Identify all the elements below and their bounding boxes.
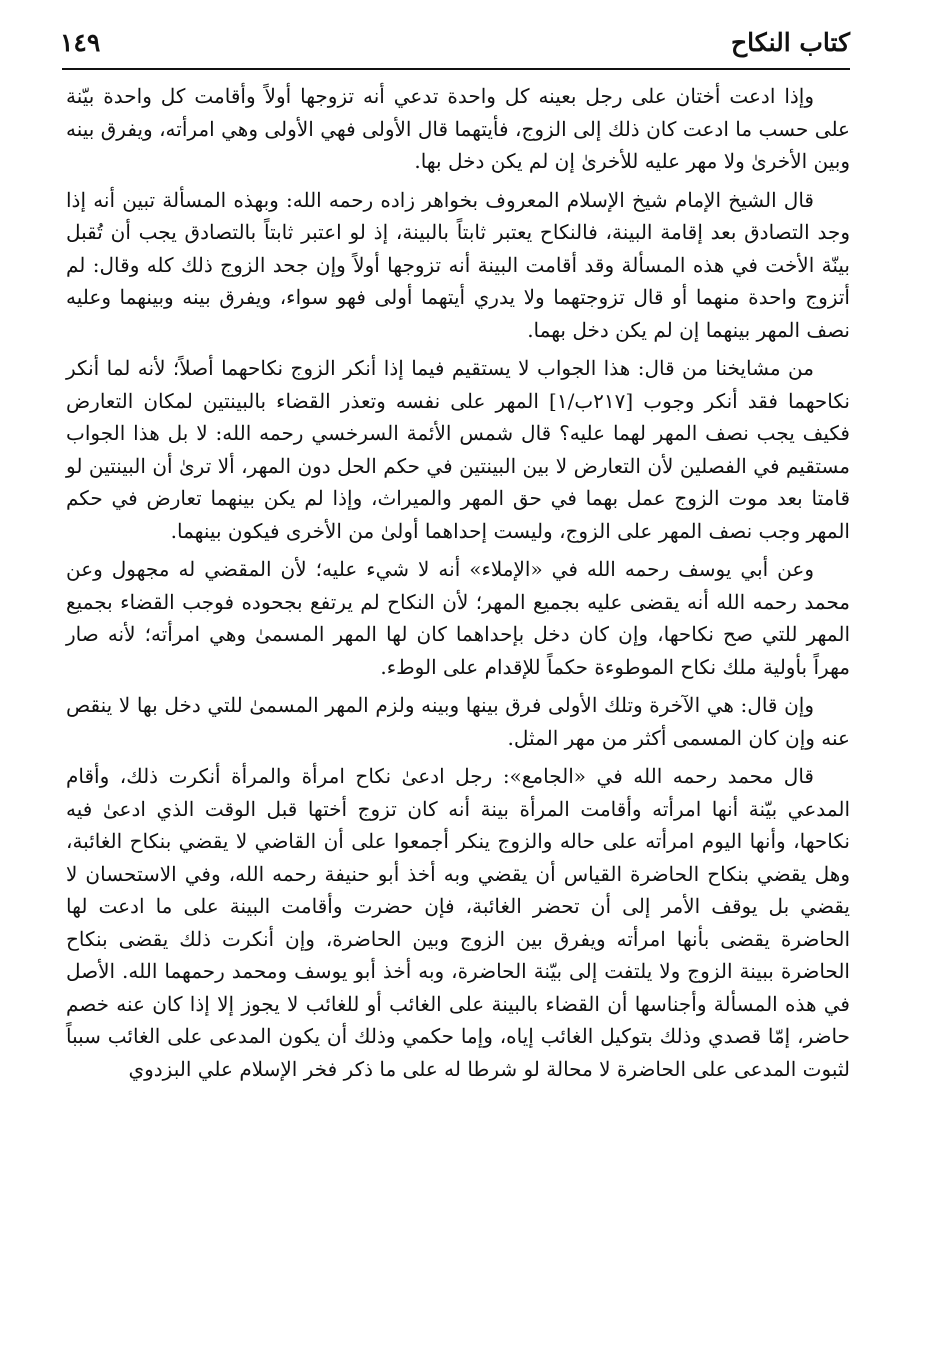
header-divider: [62, 68, 850, 70]
paragraph-6: قال محمد رحمه الله في «الجامع»: رجل ادعىٰ نكاح امرأة والمرأة أنكرت ذلك، وأقام المدعي بيّنة أنها امرأته وأقامت المرأة بينة أنه كان تزوج أختها قبل الوقت الذي ادعىٰ فيه نكاحها، وأنها اليوم امرأته على حاله والزوج ينكر أجمعوا على أن القاضي لا يقضي بنكاح الغائبة، وهل يقضي بنكاح الحاضرة القياس أن يقضي وبه أخذ أبو حنيفة رحمه الله، وفي الاستحسان لا يقضي بل يوقف الأمر إلى أن تحضر الغائبة، فإن حضرت وأقامت البينة على ما ادعت لها الحاضرة يقضى بأنها امرأته ويفرق بين الزوج وبين الحاضرة، وإن أنكرت ذلك يقضى بنكاح الحاضرة ببينة الزوج ولا يلتفت إلى بيّنة الحاضرة، وبه أخذ أبو يوسف ومحمد رحمهما الله. الأصل في هذه المسألة وأجناسها أن القضاء بالبينة على الغائب أو للغائب لا يجوز إلا إذا كان عنه خصم حاضر، إمّا قصدي وذلك بتوكيل الغائب إياه، وإما حكمي وذلك أن يكون المدعى على الغائب سبباً لثبوت المدعى على الحاضرة لا محالة لو شرطا له على ما ذكر فخر الإسلام علي البزدوي: [66, 764, 850, 1081]
page-number: ١٤٩: [60, 28, 101, 57]
chapter-title: كتاب النكاح: [731, 28, 850, 57]
paragraph-1: وإذا ادعت أختان على رجل بعينه كل واحدة تدعي أنه تزوجها أولاً وأقامت كل واحدة بيّنة على حسب ما ادعت كان ذلك إلى الزوج، فأيتهما قال الأولى فهي الأولى وهي امرأته، ويفرق بينه وبين الأخرىٰ ولا مهر عليه للأخرىٰ إن لم يكن دخل بها.: [66, 84, 850, 173]
body-text: [66, 80, 850, 1091]
paragraph-2: قال الشيخ الإمام شيخ الإسلام المعروف بخواهر زاده رحمه الله: وبهذه المسألة تبين أنه إذا وجد التصادق بعد إقامة البينة، فالنكاح يعتبر ثابتاً بالبينة، إذ لو اعتبر ثابتاً بالتصادق يجب أن تُقبل بينّة الأخت في هذه المسألة وقد أقامت البينة أنه تزوجها أولاً وإن جحد الزوج ذلك كله وقال: لم أتزوج واحدة منهما أو قال تزوجتهما ولا يدري أيتهما أولى فهو سواء، ويفرق بينه وبينهما وعليه نصف المهر بينهما إن لم يكن دخل بهما.: [66, 187, 850, 342]
running-header: [60, 18, 850, 66]
paragraph-5: وإن قال: هي الآخرة وتلك الأولى فرق بينها وبينه ولزم المهر المسمىٰ للتي دخل بها لا ينقص عنه وإن كان المسمى أكثر من مهر المثل.: [66, 693, 850, 750]
paragraph-3: من مشايخنا من قال: هذا الجواب لا يستقيم فيما إذا أنكر الزوج نكاحهما أصلاً؛ لأنه لما أنكر نكاحهما فقد أنكر وجوب [٢١٧ب/١] المهر على نفسه وتعذر القضاء بالبينتين لمكان التعارض فكيف يجب نصف المهر لهما عليه؟ قال شمس الأئمة السرخسي رحمه الله: لا بل هذا الجواب مستقيم في الفصلين لأن التعارض لا بين البينتين في حكم الحل دون المهر، ألا ترىٰ أن البينتين لو قامتا بعد موت الزوج عمل بهما في حق المهر والميراث، وإذا لم يكن بينهما تعارض في حكم المهر وجب نصف المهر على الزوج، وليست إحداهما أولىٰ من الأخرى فيكون بينهما.: [66, 356, 850, 543]
paragraph-4: وعن أبي يوسف رحمه الله في «الإملاء» أنه لا شيء عليه؛ لأن المقضي له مجهول وعن محمد رحمه الله أنه يقضى عليه بجميع المهر؛ لأن النكاح لم يرتفع بجحوده فوجب القضاء بجميع المهر للتي صح نكاحها، وإن كان دخل بإحداهما كان لها المهر المسمىٰ وهي امرأته؛ لأنه صار مهراً بأولية ملك نكاح الموطوءة حكماً للإقدام على الوطء.: [66, 557, 850, 679]
